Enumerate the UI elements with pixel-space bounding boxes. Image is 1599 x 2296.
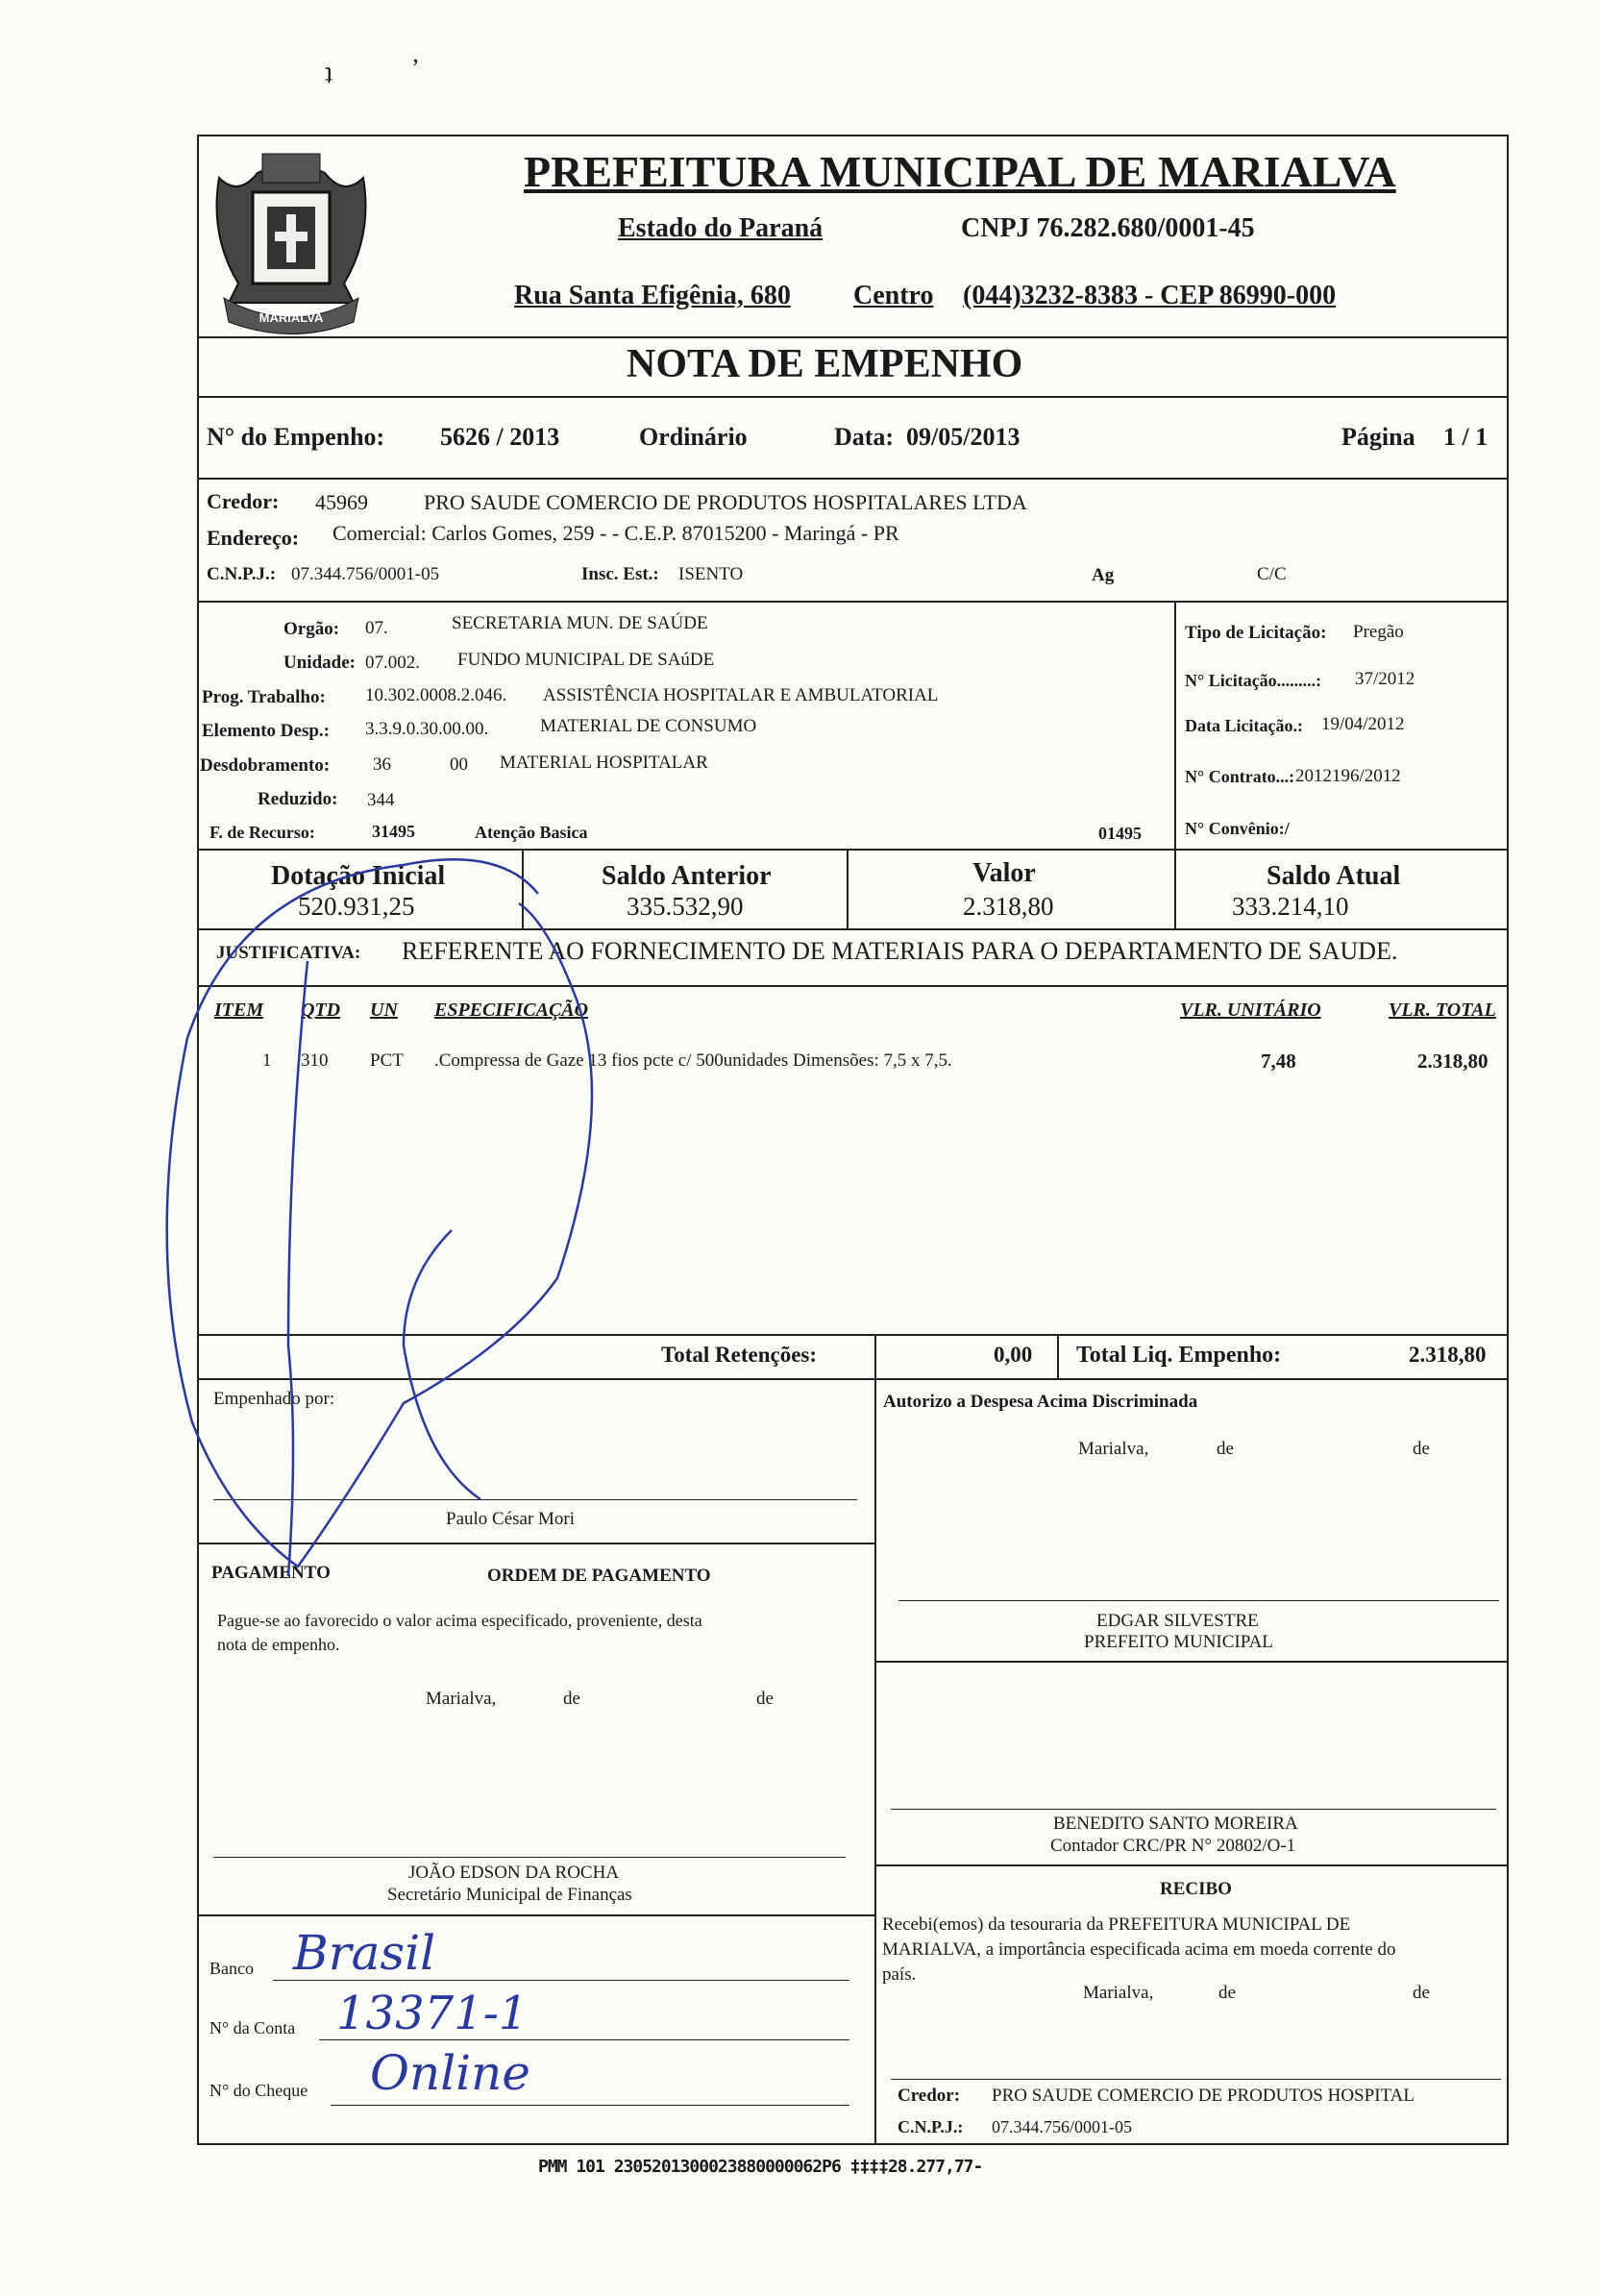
elemento-code: 3.3.9.0.30.00.00. — [365, 719, 489, 739]
convenio-label: N° Convênio:/ — [1185, 819, 1290, 838]
banco-signature: Brasil — [293, 1925, 436, 1981]
conta-signature: 13371-1 — [336, 1987, 529, 2040]
autorizo-de-2: de — [1413, 1439, 1430, 1459]
recibo-line-2: MARIALVA, a importância especificada acima em moeda corrente do — [882, 1939, 1396, 1960]
saldo-atual-value: 333.214,10 — [1232, 892, 1349, 921]
credor-ag-label: Ag — [1092, 565, 1115, 585]
total-liq-value: 2.318,80 — [1409, 1343, 1487, 1367]
recibo-cnpj: 07.344.756/0001-05 — [992, 2117, 1132, 2136]
recibo-de-1: de — [1218, 1983, 1236, 2003]
dotacao-value: 520.931,25 — [298, 892, 415, 921]
header-state: Estado do Paraná — [618, 213, 824, 243]
prog-code: 10.302.0008.2.046. — [365, 685, 507, 705]
total-retencoes-value: 0,00 — [994, 1343, 1033, 1367]
credor-address-label: Endereço: — [207, 526, 300, 550]
credor-label: Credor: — [207, 489, 280, 513]
recibo-credor-label: Credor: — [898, 2086, 961, 2106]
pagamento-de-2: de — [756, 1689, 774, 1709]
item-spec: .Compressa de Gaze 13 fios pcte c/ 500unidades Dimensões: 7,5 x 7,5. — [434, 1050, 952, 1071]
col-vlr-total: VLR. TOTAL — [1389, 1000, 1496, 1021]
col-especificacao: ESPECIFICAÇÃO — [434, 1000, 589, 1021]
credor-insc: ISENTO — [678, 564, 744, 584]
desdobramento-code: 36 — [373, 754, 391, 775]
recibo-line-3: país. — [882, 1964, 917, 1985]
tipo-licitacao-label: Tipo de Licitação: — [1185, 623, 1327, 643]
saldo-anterior-value: 335.532,90 — [627, 892, 744, 921]
recibo-line-1: Recebi(emos) da tesouraria da PREFEITURA MUNICIPAL DE — [882, 1914, 1351, 1935]
desdobramento-name: MATERIAL HOSPITALAR — [500, 753, 708, 773]
empenho-label: N° do Empenho: — [207, 423, 385, 451]
empenho-date: 09/05/2013 — [906, 423, 1021, 451]
recibo-cnpj-label: C.N.P.J.: — [898, 2117, 964, 2136]
prefeito-role: PREFEITO MUNICIPAL — [1084, 1632, 1273, 1652]
col-qtd: QTD — [301, 1000, 341, 1021]
pagamento-text-1: Pague-se ao favorecido o valor acima especificado, proveniente, desta — [217, 1611, 702, 1630]
total-retencoes-label: Total Retenções: — [661, 1343, 818, 1367]
empenho-type: Ordinário — [639, 423, 748, 451]
scan-mark: ʼ — [411, 54, 420, 82]
col-item: ITEM — [214, 1000, 264, 1021]
credor-cnpj-label: C.N.P.J.: — [207, 564, 277, 584]
banco-label: Banco — [209, 1959, 254, 1978]
header-district: Centro — [853, 281, 934, 310]
autorizo-city: Marialva, — [1078, 1439, 1149, 1459]
item-un: PCT — [370, 1050, 404, 1071]
pagamento-city: Marialva, — [426, 1689, 497, 1709]
item-qtd: 310 — [301, 1050, 329, 1071]
cheque-label: N° do Cheque — [209, 2081, 308, 2100]
unidade-code: 07.002. — [365, 653, 420, 673]
fonte-code-2: 01495 — [1098, 824, 1142, 843]
orgao-name: SECRETARIA MUN. DE SAÚDE — [452, 613, 708, 633]
page-number: 1 / 1 — [1443, 423, 1488, 451]
orgao-label: Orgão: — [283, 619, 340, 639]
item-number: 1 — [262, 1050, 272, 1071]
credor-code: 45969 — [315, 490, 368, 514]
pagamento-label: PAGAMENTO — [211, 1563, 331, 1583]
secretario-role: Secretário Municipal de Finanças — [387, 1885, 632, 1905]
prog-name: ASSISTÊNCIA HOSPITALAR E AMBULATORIAL — [543, 685, 939, 705]
saldo-anterior-label: Saldo Anterior — [602, 861, 772, 891]
doc-title: NOTA DE EMPENHO — [627, 342, 1023, 386]
contrato-label: N° Contrato...: — [1185, 767, 1295, 786]
credor-cnpj: 07.344.756/0001-05 — [291, 564, 440, 584]
col-un: UN — [370, 1000, 398, 1021]
licitacao-num-value: 37/2012 — [1355, 669, 1415, 689]
valor-value: 2.318,80 — [963, 892, 1054, 921]
footer-code: PMM 101 2305201300023880000062P6 ‡‡‡‡28.277,77- — [538, 2157, 983, 2177]
dotacao-label: Dotação Inicial — [271, 861, 446, 891]
header-cnpj: CNPJ 76.282.680/0001-45 — [961, 213, 1255, 243]
empenhado-label: Empenhado por: — [213, 1389, 335, 1409]
page-label: Página — [1341, 423, 1415, 451]
secretario-name: JOÃO EDSON DA ROCHA — [408, 1863, 620, 1883]
justificativa-text: REFERENTE AO FORNECIMENTO DE MATERIAIS PARA O DEPARTAMENTO DE SAUDE. — [402, 937, 1398, 965]
saldo-atual-label: Saldo Atual — [1267, 861, 1401, 891]
fonte-name: Atenção Basica — [475, 823, 588, 842]
item-unit-value: 7,48 — [1261, 1049, 1296, 1073]
total-liq-label: Total Liq. Empenho: — [1076, 1343, 1282, 1368]
ordem-pagamento-title: ORDEM DE PAGAMENTO — [487, 1566, 711, 1586]
item-total-value: 2.318,80 — [1417, 1049, 1488, 1073]
licitacao-num-label: N° Licitação.........: — [1185, 671, 1322, 690]
recibo-city: Marialva, — [1083, 1983, 1154, 2003]
tipo-licitacao-value: Pregão — [1353, 622, 1404, 642]
pagamento-text-2: nota de empenho. — [217, 1635, 340, 1654]
credor-name: PRO SAUDE COMERCIO DE PRODUTOS HOSPITALARES LTDA — [424, 490, 1027, 514]
municipal-crest-icon — [200, 139, 382, 336]
licitacao-data-value: 19/04/2012 — [1321, 714, 1405, 734]
valor-label: Valor — [972, 858, 1036, 888]
credor-address: Comercial: Carlos Gomes, 259 - - C.E.P. 87015200 - Maringá - PR — [332, 521, 899, 545]
col-vlr-unitario: VLR. UNITÁRIO — [1180, 1000, 1321, 1021]
recibo-de-2: de — [1413, 1983, 1430, 2003]
scan-mark: ʇ — [325, 60, 332, 89]
justificativa-label: JUSTIFICATIVA: — [216, 943, 361, 963]
elemento-name: MATERIAL DE CONSUMO — [540, 716, 757, 736]
conta-label: N° da Conta — [209, 2018, 296, 2037]
desdobramento-label: Desdobramento: — [200, 755, 331, 776]
autorizo-de-1: de — [1217, 1439, 1234, 1459]
crest-banner-text: MARIALVA — [258, 310, 324, 325]
licitacao-data-label: Data Licitação.: — [1185, 716, 1303, 735]
orgao-code: 07. — [365, 618, 388, 638]
credor-cc-label: C/C — [1257, 564, 1287, 584]
header-phone-cep: (044)3232-8383 - CEP 86990-000 — [963, 281, 1337, 310]
reduzido-label: Reduzido: — [258, 789, 338, 809]
contador-name: BENEDITO SANTO MOREIRA — [1053, 1814, 1298, 1834]
empenho-date-label: Data: — [834, 423, 895, 451]
prefeito-name: EDGAR SILVESTRE — [1096, 1611, 1259, 1631]
fonte-code: 31495 — [372, 822, 415, 841]
cheque-signature: Online — [370, 2045, 530, 2101]
desdobramento-sub: 00 — [450, 754, 468, 775]
pagamento-de-1: de — [563, 1689, 580, 1709]
reduzido-value: 344 — [367, 790, 395, 810]
credor-insc-label: Insc. Est.: — [581, 564, 659, 584]
elemento-label: Elemento Desp.: — [202, 721, 330, 741]
contrato-value: 2012196/2012 — [1295, 766, 1401, 786]
recibo-title: RECIBO — [1160, 1879, 1232, 1899]
unidade-name: FUNDO MUNICIPAL DE SAúDE — [457, 650, 715, 670]
autorizo-label: Autorizo a Despesa Acima Discriminada — [883, 1392, 1198, 1412]
header-address: Rua Santa Efigênia, 680 — [514, 281, 791, 310]
unidade-label: Unidade: — [283, 653, 356, 673]
fonte-label: F. de Recurso: — [209, 823, 315, 842]
recibo-credor-name: PRO SAUDE COMERCIO DE PRODUTOS HOSPITAL — [992, 2086, 1414, 2106]
prog-label: Prog. Trabalho: — [202, 687, 326, 707]
header-title: PREFEITURA MUNICIPAL DE MARIALVA — [524, 147, 1396, 196]
empenho-number: 5626 / 2013 — [440, 423, 560, 451]
contador-role: Contador CRC/PR N° 20802/O-1 — [1050, 1836, 1296, 1856]
empenhado-name: Paulo César Mori — [446, 1509, 576, 1529]
